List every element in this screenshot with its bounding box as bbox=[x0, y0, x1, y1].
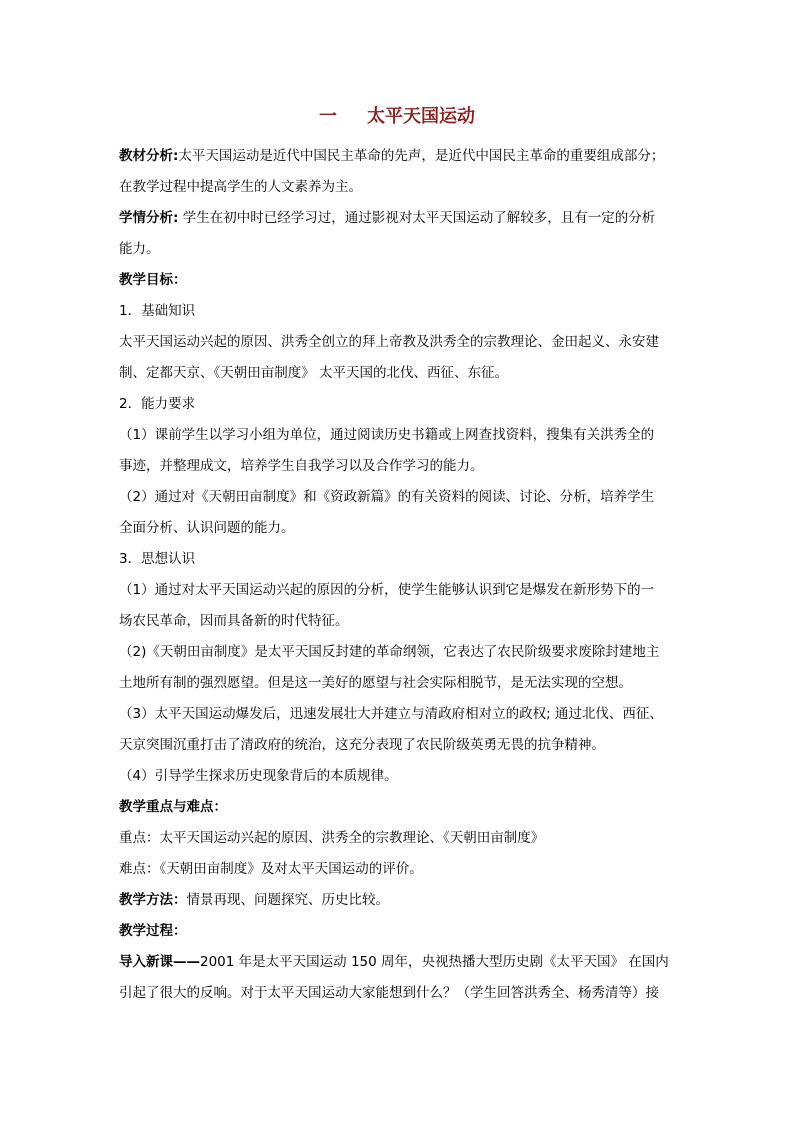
section-label: 学情分析: bbox=[119, 210, 179, 226]
text-line bbox=[119, 513, 677, 544]
line-text: （2）通过对《天朝田亩制度》和《资政新篇》的有关资料的阅读、讨论、分析，培养学生 bbox=[119, 489, 655, 505]
line-text: 引起了很大的反响。对于太平天国运动大家能想到什么？（学生回答洪秀全、杨秀清等）接 bbox=[119, 985, 659, 1001]
text-line bbox=[119, 389, 677, 420]
section-label: 教学过程： bbox=[119, 923, 187, 939]
section-label: 教学目标： bbox=[119, 272, 187, 288]
line-text: 3．思想认识 bbox=[119, 551, 196, 567]
text-line bbox=[119, 947, 677, 978]
section-label: 教学方法： bbox=[119, 892, 187, 908]
line-text: 难点：《天朝田亩制度》及对太平天国运动的评价。 bbox=[119, 861, 423, 877]
text-line bbox=[119, 637, 677, 668]
line-text: 情景再现、问题探究、历史比较。 bbox=[186, 892, 389, 908]
text-line bbox=[119, 916, 677, 947]
text-line bbox=[119, 265, 677, 296]
text-line bbox=[119, 854, 677, 885]
text-line bbox=[119, 482, 677, 513]
line-text: 场农民革命，因而具备新的时代特征。 bbox=[119, 613, 349, 629]
text-line bbox=[119, 668, 677, 699]
line-text: 土地所有制的强烈愿望。但是这一美好的愿望与社会实际相脱节，是无法实现的空想。 bbox=[119, 675, 632, 691]
line-text: 重点：太平天国运动兴起的原因、洪秀全的宗教理论、《天朝田亩制度》 bbox=[119, 830, 545, 846]
section-label: 教材分析: bbox=[119, 148, 179, 164]
line-text: 在教学过程中提高学生的人文素养为主。 bbox=[119, 179, 362, 195]
text-line bbox=[119, 203, 677, 234]
line-text: 2001 年是太平天国运动 150 周年，央视热播大型历史剧《太平天国》 在国内 bbox=[200, 954, 669, 970]
page-title bbox=[0, 104, 794, 130]
text-line bbox=[119, 823, 677, 854]
text-line bbox=[119, 885, 677, 916]
text-line bbox=[119, 761, 677, 792]
text-line bbox=[119, 141, 677, 172]
line-text: 能力。 bbox=[119, 241, 160, 257]
line-text: 1．基础知识 bbox=[119, 303, 196, 319]
line-text: 太平天国运动是近代中国民主革命的先声，是近代中国民主革命的重要组成部分； bbox=[178, 148, 665, 164]
text-line bbox=[119, 296, 677, 327]
line-text: （2)《天朝田亩制度》是太平天国反封建的革命纲领，它表达了农民阶级要求废除封建地主 bbox=[119, 644, 660, 660]
line-text: 学生在初中时已经学习过，通过影视对太平天国运动了解较多，且有一定的分析 bbox=[178, 210, 656, 226]
line-text: 制、定都天京、《天朝田亩制度》 太平天国的北伐、西征、东征。 bbox=[119, 365, 509, 381]
line-text: （3）太平天国运动爆发后，迅速发展壮大并建立与清政府相对立的政权; 通过北伐、西征、 bbox=[119, 706, 663, 722]
section-label: 导入新课—— bbox=[119, 954, 200, 970]
text-line bbox=[119, 544, 677, 575]
text-line bbox=[119, 730, 677, 761]
text-line bbox=[119, 451, 677, 482]
text-line bbox=[119, 792, 677, 823]
line-text: 2．能力要求 bbox=[119, 396, 196, 412]
text-line bbox=[119, 234, 677, 265]
text-line bbox=[119, 699, 677, 730]
line-text: 事迹，并整理成文，培养学生自我学习以及合作学习的能力。 bbox=[119, 458, 484, 474]
title-text: 太平天国运动 bbox=[367, 106, 475, 127]
text-line bbox=[119, 606, 677, 637]
line-text: 全面分析、认识问题的能力。 bbox=[119, 520, 295, 536]
line-text: 太平天国运动兴起的原因、洪秀全创立的拜上帝教及洪秀全的宗教理论、金田起义、永安建 bbox=[119, 334, 659, 350]
line-text: （1）课前学生以学习小组为单位，通过阅读历史书籍或上网查找资料，搜集有关洪秀全的 bbox=[119, 427, 655, 443]
text-line bbox=[119, 358, 677, 389]
line-text: （1）通过对太平天国运动兴起的原因的分析，使学生能够认识到它是爆发在新形势下的一 bbox=[119, 582, 655, 598]
title-number: 一 bbox=[319, 106, 337, 127]
text-line bbox=[119, 575, 677, 606]
document-body bbox=[119, 141, 677, 1009]
line-text: （4）引导学生探求历史现象背后的本质规律。 bbox=[119, 768, 398, 784]
text-line bbox=[119, 978, 677, 1009]
text-line bbox=[119, 172, 677, 203]
line-text: 天京突围沉重打击了清政府的统治，这充分表现了农民阶级英勇无畏的抗争精神。 bbox=[119, 737, 605, 753]
section-label: 教学重点与难点： bbox=[119, 799, 227, 815]
text-line bbox=[119, 327, 677, 358]
text-line bbox=[119, 420, 677, 451]
